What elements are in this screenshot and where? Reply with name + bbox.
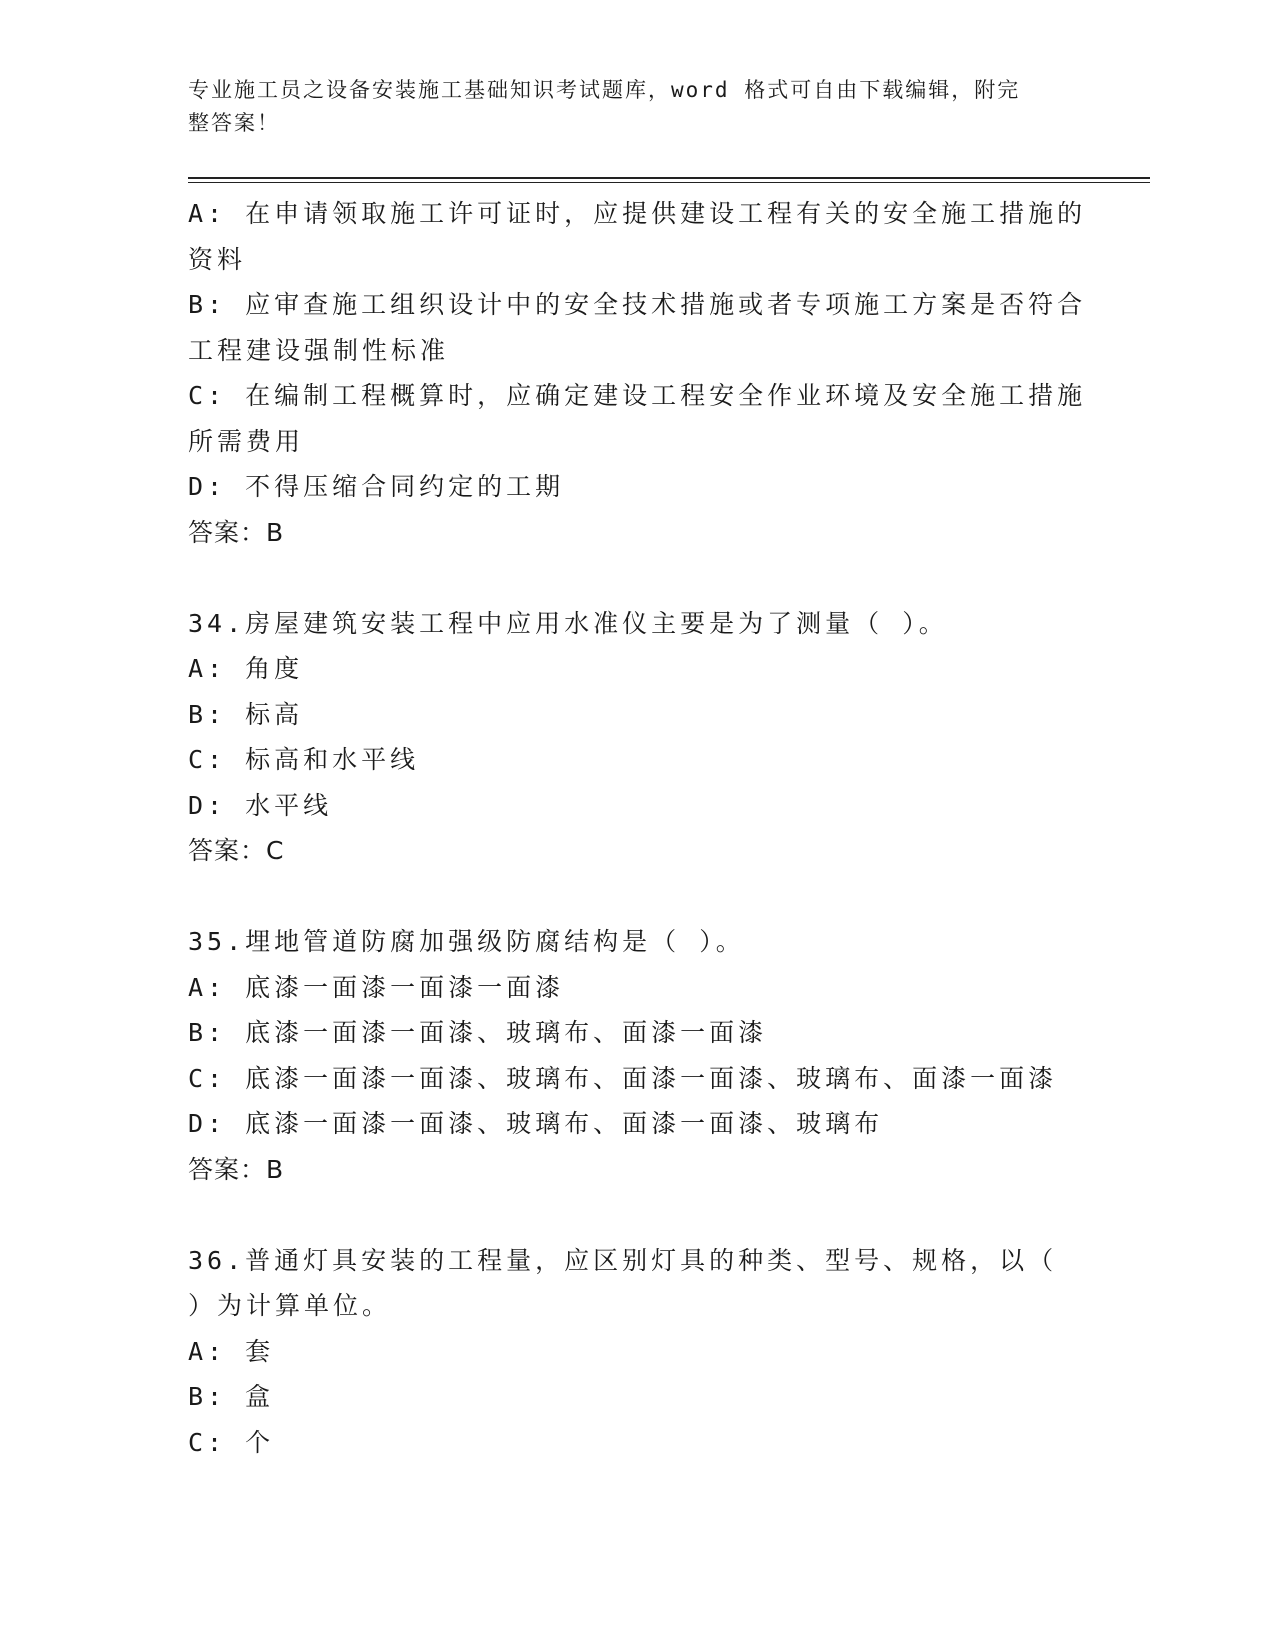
q33-answer: 答案：B: [188, 517, 285, 547]
document-header: [188, 74, 1068, 140]
q36-option-c: C: 个: [188, 1427, 275, 1457]
question-36-block: [188, 1238, 1088, 1466]
header-divider-thick: [188, 177, 1150, 179]
q35-option-d: D: 底漆一面漆一面漆、玻璃布、面漆一面漆、玻璃布: [188, 1109, 884, 1138]
q33-option-c-line-2: 所需费用: [188, 426, 305, 456]
q34-option-b: B: 标高: [188, 699, 304, 729]
q36-question-line-2: ）为计算单位。: [188, 1291, 392, 1320]
q34-option-d: D: 水平线: [188, 790, 333, 820]
q35-option-b: B: 底漆一面漆一面漆、玻璃布、面漆一面漆: [188, 1018, 768, 1047]
header-line-2: 整答案！: [188, 111, 280, 135]
spacer: [188, 555, 1088, 601]
q34-question: 34.房屋建筑安装工程中应用水准仪主要是为了测量（ ）。: [188, 608, 948, 638]
q35-question: 35.埋地管道防腐加强级防腐结构是（ ）。: [188, 927, 745, 956]
question-content: [188, 191, 1088, 1465]
q33-option-c-line-1: C: 在编制工程概算时，应确定建设工程安全作业环境及安全施工措施: [188, 381, 1087, 410]
q35-option-c: C: 底漆一面漆一面漆、玻璃布、面漆一面漆、玻璃布、面漆一面漆: [188, 1063, 1058, 1093]
q36-option-a: A: 套: [188, 1336, 275, 1366]
q33-option-d: D: 不得压缩合同约定的工期: [188, 472, 565, 501]
question-35-block: [188, 919, 1088, 1192]
question-33-block: [188, 191, 1088, 555]
q35-answer: 答案：B: [188, 1154, 285, 1184]
q36-option-b: B: 盒: [188, 1382, 275, 1411]
q34-answer: 答案：C: [188, 836, 285, 865]
q36-question-line-1: 36.普通灯具安装的工程量，应区别灯具的种类、型号、规格，以（: [188, 1245, 1058, 1275]
q34-option-c: C: 标高和水平线: [188, 745, 420, 774]
header-line-1: 专业施工员之设备安装施工基础知识考试题库，word 格式可自由下载编辑，附完: [188, 78, 1021, 102]
q33-option-b-line-2: 工程建设强制性标准: [188, 335, 450, 365]
spacer: [188, 1192, 1088, 1238]
q33-option-b-line-1: B: 应审查施工组织设计中的安全技术措施或者专项施工方案是否符合: [188, 290, 1087, 319]
q33-option-a-line-2: 资料: [188, 244, 247, 274]
q35-option-a: A: 底漆一面漆一面漆一面漆: [188, 972, 565, 1002]
q33-option-a-line-1: A: 在申请领取施工许可证时，应提供建设工程有关的安全施工措施的: [188, 199, 1087, 228]
q34-option-a: A: 角度: [188, 654, 304, 683]
question-34-block: [188, 601, 1088, 874]
spacer: [188, 874, 1088, 920]
header-divider-thin: [188, 182, 1150, 183]
